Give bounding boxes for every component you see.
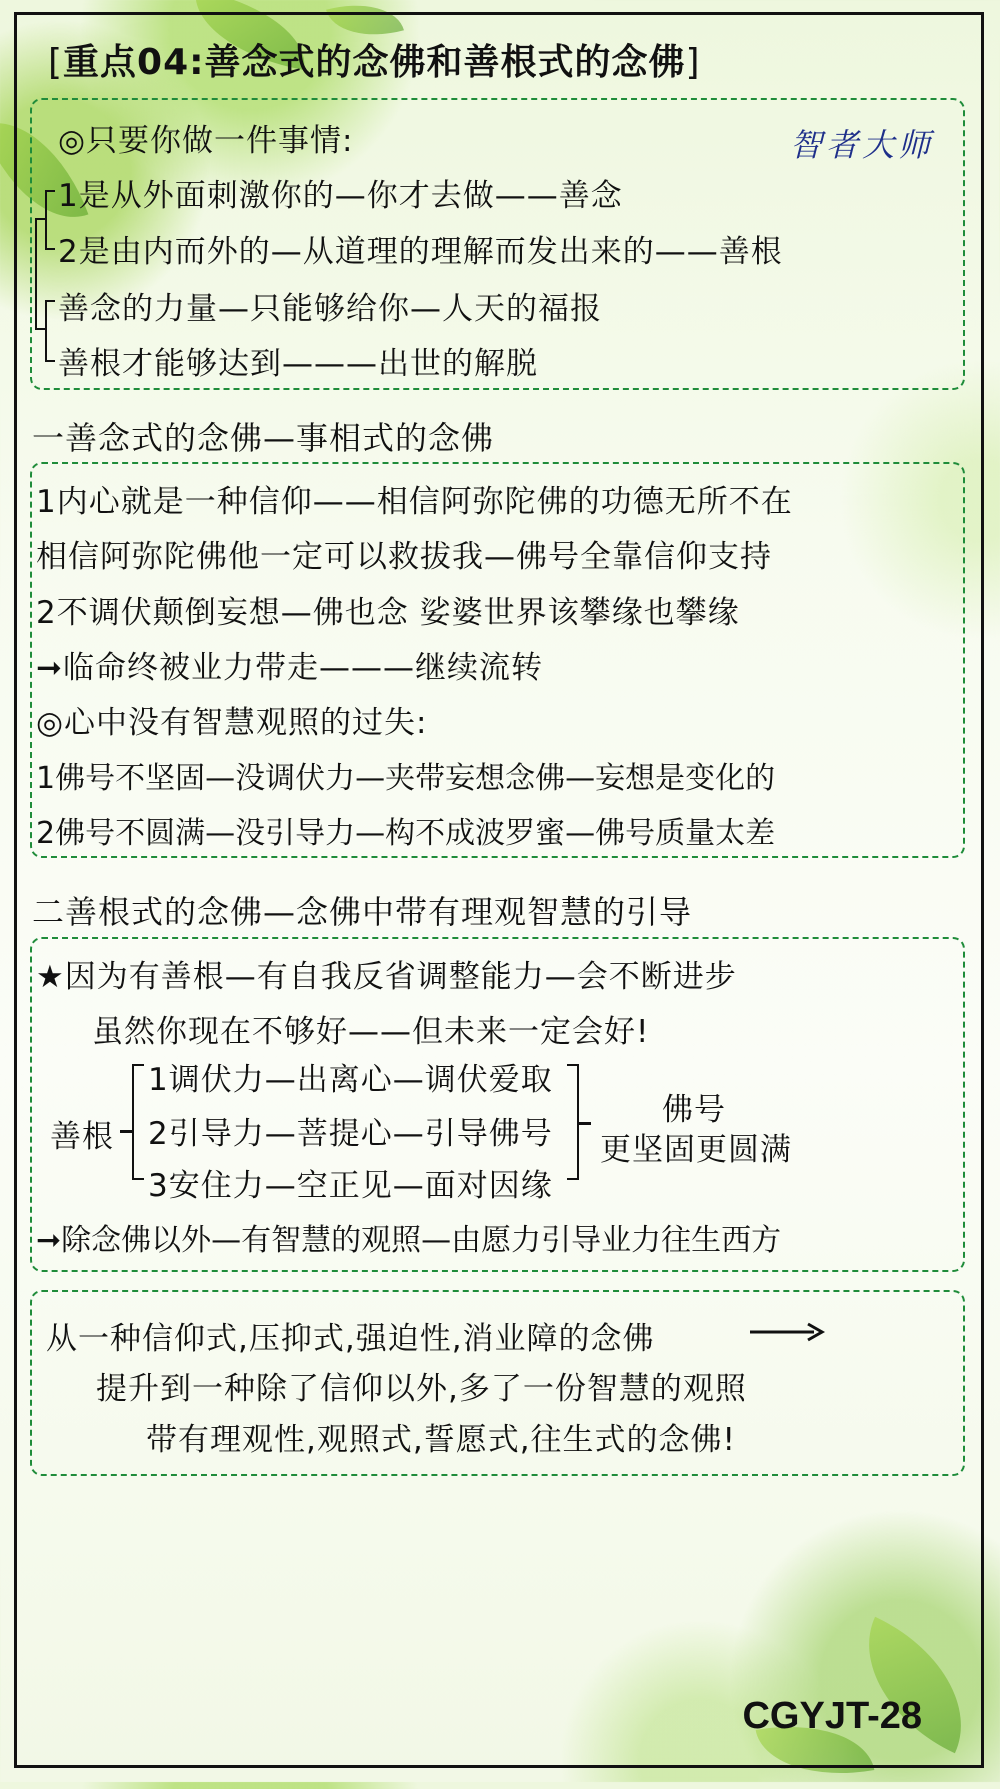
section2-heading: 二善根式的念佛—念佛中带有理观智慧的引导	[32, 893, 693, 931]
page-title	[48, 34, 701, 85]
title-open-bracket: [	[48, 42, 64, 83]
bracket-pair-1	[45, 190, 55, 250]
section2-arrow-line: ➞除念佛以外—有智慧的观照—由愿力引导业力往生西方	[36, 1223, 782, 1258]
intro-item-2: 2是由内而外的—从道理的理解而发出来的——善根	[58, 234, 783, 270]
summary-line-1: 从一种信仰式,压抑式,强迫性,消业障的念佛	[46, 1321, 655, 1357]
signature: 智者大师	[790, 126, 935, 164]
root-item-2: 2引导力—菩提心—引导佛号	[148, 1116, 553, 1152]
section1-line-3: 2不调伏颠倒妄想—佛也念 娑婆世界该攀缘也攀缘	[36, 595, 740, 631]
root-item-1: 1调伏力—出离心—调伏爱取	[148, 1062, 553, 1098]
section1-heading: 一善念式的念佛—事相式的念佛	[32, 419, 495, 457]
right-bracket	[567, 1064, 579, 1180]
intro-item-1: 1是从外面刺激你的—你才去做——善念	[58, 178, 623, 214]
bracket-outer	[35, 218, 45, 330]
section1-line-5: ◎心中没有智慧观照的过失:	[36, 705, 428, 741]
result-top: 佛号	[662, 1092, 726, 1128]
summary-line-2: 提升到一种除了信仰以外,多了一份智慧的观照	[96, 1371, 747, 1407]
arrow-right-icon	[748, 1320, 826, 1344]
right-dash	[579, 1122, 591, 1125]
section1-line-7: 2佛号不圆满—没引导力—构不成波罗蜜—佛号质量太差	[36, 816, 776, 851]
intro-line: ◎只要你做一件事情:	[58, 123, 354, 159]
intro-item-4: 善根才能够达到———出世的解脱	[58, 346, 538, 382]
summary-line-3: 带有理观性,观照式,誓愿式,往生式的念佛!	[146, 1422, 736, 1458]
document-code: CGYJT-28	[742, 1695, 922, 1737]
section2-star-line: ★因为有善根—有自我反省调整能力—会不断进步	[36, 959, 737, 995]
title-text: 重点04:善念式的念佛和善根式的念佛	[63, 42, 686, 83]
left-bracket	[132, 1064, 144, 1180]
section1-line-2: 相信阿弥陀佛他一定可以救拔我—佛号全靠信仰支持	[36, 539, 772, 575]
root-dash	[120, 1130, 132, 1133]
section2-sub-line: 虽然你现在不够好——但未来一定会好!	[92, 1014, 650, 1050]
result-bottom: 更坚固更圆满	[600, 1132, 792, 1168]
root-item-3: 3安住力—空正见—面对因缘	[148, 1168, 553, 1204]
title-close-bracket: ]	[685, 42, 701, 83]
section1-line-1: 1内心就是一种信仰——相信阿弥陀佛的功德无所不在	[36, 484, 793, 520]
section1-line-4: ➞临命终被业力带走———继续流转	[36, 650, 543, 686]
root-label: 善根	[50, 1119, 114, 1155]
intro-item-3: 善念的力量—只能够给你—人天的福报	[58, 291, 602, 327]
bracket-pair-2	[45, 300, 55, 362]
section1-line-6: 1佛号不坚固—没调伏力—夹带妄想念佛—妄想是变化的	[36, 761, 776, 796]
